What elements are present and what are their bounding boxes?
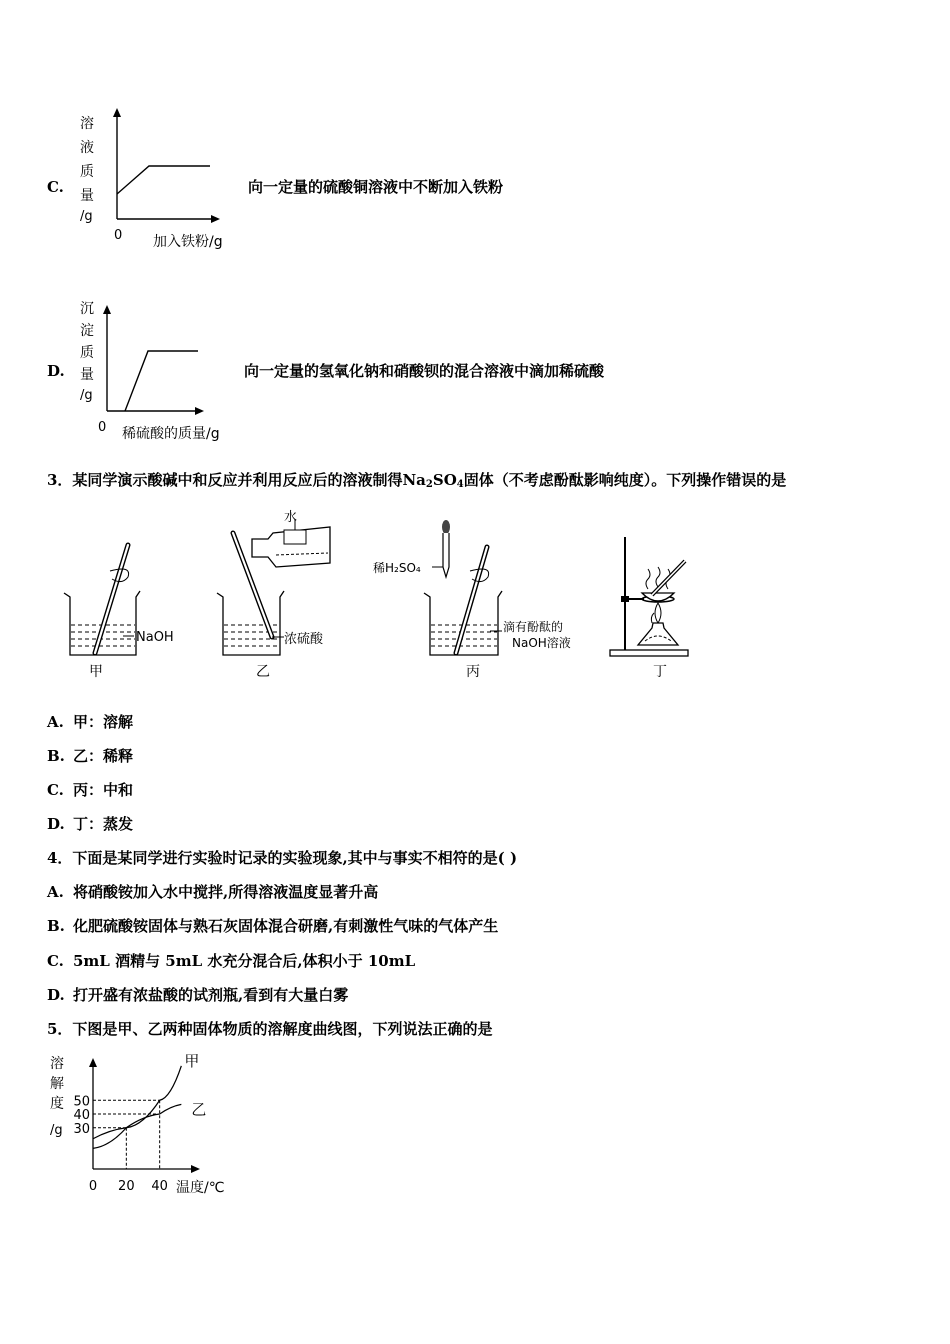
yi-beaker (217, 591, 284, 655)
q5-x-arrow (191, 1165, 200, 1173)
q3-stem-pre: 3．某同学演示酸碱中和反应并利用反应后的溶液制得 (47, 471, 403, 489)
q2d-y-arrow (103, 305, 111, 314)
q2-option-c-graph (70, 108, 260, 253)
q5-series-label-1: 甲 (184, 1052, 200, 1070)
q5-series-curve-2 (93, 1104, 181, 1138)
q4-option-c: C. 5mL 酒精与 5mL 水充分混合后,体积小于 10mL (47, 952, 416, 970)
q2d-x-arrow (195, 407, 204, 415)
q2-option-d-graph (70, 295, 260, 445)
q5-y-tick-50: 50 (73, 1094, 90, 1110)
q5-y-tick-40: 40 (73, 1108, 90, 1123)
q5-ylabel-4: /g (50, 1123, 63, 1138)
q2c-ylabel-5: /g (80, 209, 93, 224)
ding-base (610, 650, 688, 656)
q5-solubility-chart (44, 1052, 244, 1202)
q2d-xlabel: 稀硫酸的质量/g (122, 426, 220, 442)
q3-option-a: A. 甲：溶解 (47, 713, 134, 731)
q5-ylabel-1: 溶 (50, 1056, 64, 1072)
q2c-x-arrow (211, 215, 220, 223)
ding-alcohol-lamp (638, 623, 678, 645)
bing-dropper-tube (443, 533, 449, 577)
q2c-ylabel-1: 溶 (80, 116, 94, 132)
q3-option-c: C. 丙：中和 (47, 781, 134, 799)
q2d-ylabel-4: 量 (80, 367, 94, 383)
bing-label: 丙 (466, 664, 480, 680)
q2c-curve (117, 166, 210, 194)
q3-formula-so: SO (432, 471, 457, 489)
q5-y-arrow (89, 1058, 97, 1067)
q2-option-c-letter: C. (47, 178, 64, 196)
yi-liquid-label: 浓硫酸 (284, 632, 324, 647)
q3-option-b: B. 乙：稀释 (47, 747, 134, 765)
bing-dropper-bulb (442, 520, 450, 534)
q2c-xlabel: 加入铁粉/g (153, 234, 223, 250)
q2-option-d-letter: D. (47, 362, 65, 380)
q5-xlabel: 温度/℃ (176, 1180, 225, 1196)
bing-acid-label: 稀H₂SO₄ (373, 561, 421, 575)
bing-liquid-label-2: NaOH溶液 (512, 636, 571, 650)
q3-apparatus-figure (40, 505, 720, 685)
q3-option-d: D. 丁：蒸发 (47, 815, 134, 833)
q2d-origin: 0 (98, 420, 107, 435)
yi-water-label: 水 (284, 510, 298, 525)
q2-option-d-text: 向一定量的氢氧化钠和硝酸钡的混合溶液中滴加稀硫酸 (244, 362, 605, 380)
q5-series-curve-1 (93, 1066, 181, 1149)
q2-option-c-text: 向一定量的硫酸铜溶液中不断加入铁粉 (248, 178, 504, 196)
q5-y-tick-30: 30 (73, 1121, 90, 1137)
q2d-curve (125, 351, 198, 411)
q2c-ylabel-4: 量 (80, 188, 94, 204)
q4-option-d: D. 打开盛有浓盐酸的试剂瓶,看到有大量白雾 (47, 986, 349, 1004)
q5-ylabel-2: 解 (50, 1076, 64, 1092)
bing-liquid-label-1: 滴有酚酞的 (503, 620, 564, 634)
q2c-y-arrow (113, 108, 121, 117)
yi-label: 乙 (256, 664, 270, 680)
q3-formula-na: Na (402, 471, 426, 489)
ding-evaporating-dish (642, 593, 674, 601)
ding-flame (651, 603, 661, 623)
fig-jia (64, 545, 174, 680)
q2d-ylabel-3: 质 (80, 345, 94, 361)
q3-formula-sub2: 2 (425, 479, 433, 490)
q4-stem: 4．下面是某同学进行实验时记录的实验现象,其中与事实不相符的是( ) (47, 849, 518, 867)
q3-formula-sub4: 4 (456, 479, 464, 490)
fig-yi (217, 509, 330, 680)
q2c-ylabel-2: 液 (80, 140, 94, 156)
q5-ylabel-3: 度 (50, 1096, 64, 1112)
fig-ding (610, 537, 688, 680)
q2c-origin: 0 (114, 228, 123, 243)
q5-x-tick-20: 20 (118, 1179, 135, 1194)
q5-stem: 5．下图是甲、乙两种固体物质的溶解度曲线图，下列说法正确的是 (47, 1020, 493, 1038)
q2d-ylabel-5: /g (80, 388, 93, 403)
q2d-ylabel-1: 沉 (80, 301, 94, 317)
jia-label: 甲 (89, 664, 103, 680)
q4-option-b: B. 化肥硫酸铵固体与熟石灰固体混合研磨,有刺激性气味的气体产生 (47, 917, 499, 935)
q5-series-label-2: 乙 (191, 1100, 207, 1119)
yi-bottle-label (284, 530, 306, 544)
q3-stem-post: 固体（不考虑酚酞影响纯度）。下列操作错误的是 (463, 471, 787, 489)
jia-liquid-label: NaOH (136, 630, 174, 645)
fig-bing (373, 520, 571, 680)
q5-x-tick-40: 40 (151, 1179, 168, 1194)
q5-x-tick-0: 0 (88, 1179, 98, 1194)
q4-option-a: A. 将硝酸铵加入水中搅拌,所得溶液温度显著升高 (47, 883, 379, 901)
q2d-ylabel-2: 淀 (80, 323, 94, 339)
q2c-ylabel-3: 质 (80, 164, 94, 180)
q3-stem (47, 470, 786, 495)
ding-label: 丁 (653, 664, 667, 680)
